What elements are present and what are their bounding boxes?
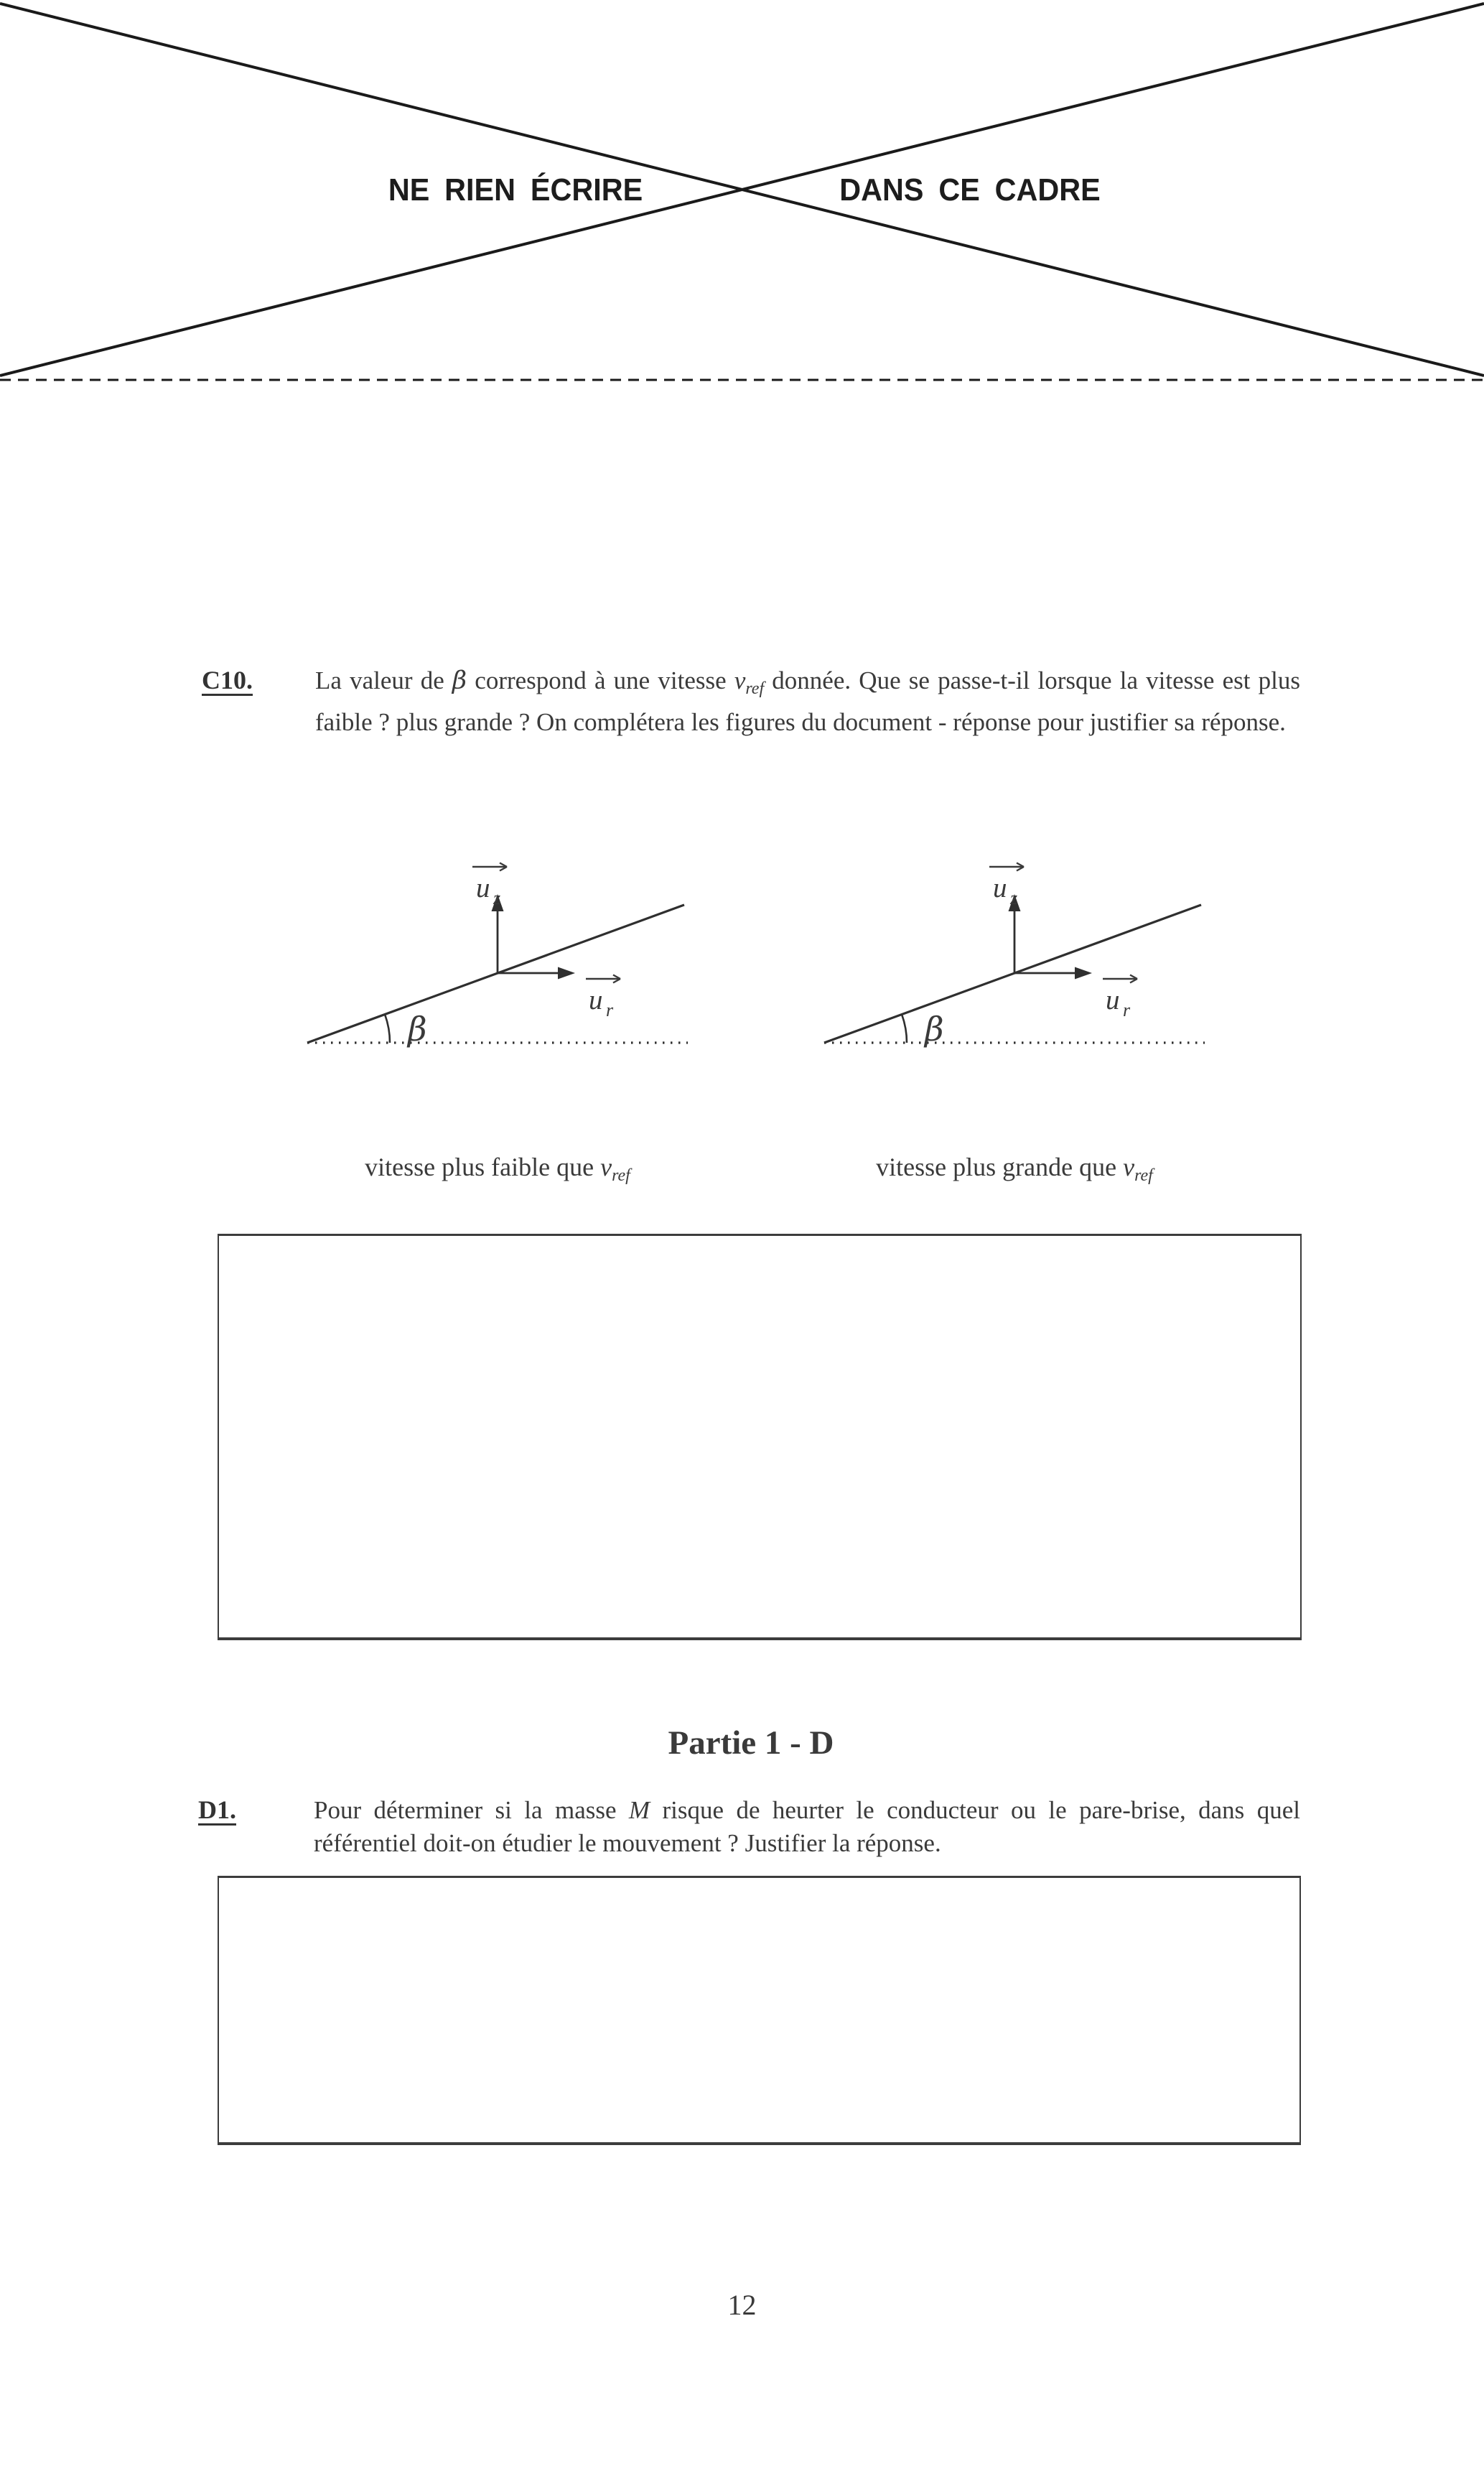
ur-label-r-subscript: r [606,1000,614,1020]
page-number: 12 [727,2289,757,2321]
ur-arrowhead-icon [1075,967,1092,980]
header-left-label: NE RIEN ÉCRIRE [388,172,643,208]
section-heading: Partie 1 - D [668,1724,834,1762]
c10-seg3: donnée. Que se passe-t-il lorsque la vitesse est plus faible ? plus grande ? On complétera les figures du document - réponse pour justifier sa réponse. [315,666,1300,736]
uz-label-z-subscript: z [1010,888,1018,908]
figure-slope-slow-speed [297,831,699,1061]
ur-label-u: u [589,985,603,1015]
ur-arrowhead-icon [558,967,575,980]
d1-seg1: Pour déterminer si la masse [314,1796,629,1824]
caption-left-text: vitesse plus faible que [365,1153,601,1181]
uz-label-z-subscript: z [493,888,501,908]
inclined-trajectory-line [824,905,1201,1043]
c10-vref-var: v [734,666,746,694]
inclined-trajectory-line [307,905,684,1043]
question-c10-label: C10. [202,666,253,694]
d1-seg2: risque de heurter le conducteur ou le pare-brise, dans quel référentiel doit-on étudier le mouvement ? Justifier la réponse. [314,1796,1300,1857]
c10-seg2: correspond à une vitesse [467,666,734,694]
c10-vref-subscript: ref [745,679,765,698]
header-right-label: DANS CE CADRE [839,172,1101,208]
c10-seg1: La valeur de [315,666,452,694]
figure-slope-fast-speed [813,831,1215,1061]
c10-beta-symbol: β [452,666,467,695]
beta-angle-arc [902,1015,907,1043]
ur-label-u: u [1106,985,1120,1015]
answer-box-c10 [218,1234,1302,1640]
question-d1-text [314,1794,1300,1859]
beta-angle-label: β [408,1010,427,1048]
caption-fast-speed [813,1152,1215,1186]
d1-mass-var: M [628,1796,650,1824]
do-not-write-cross [0,0,1484,391]
beta-angle-label: β [925,1010,944,1048]
uz-label-u: u [476,873,490,903]
question-d1-label: D1. [198,1795,236,1824]
caption-right-vref-var: v [1123,1153,1135,1181]
beta-angle-arc [385,1015,390,1043]
caption-left-vref-subscript: ref [612,1166,630,1185]
answer-box-d1 [218,1876,1301,2145]
caption-left-vref-var: v [600,1153,612,1181]
caption-right-vref-subscript: ref [1134,1166,1153,1185]
ur-label-r-subscript: r [1123,1000,1131,1020]
caption-right-text: vitesse plus grande que [876,1153,1124,1181]
caption-slow-speed [297,1152,699,1186]
uz-label-u: u [993,873,1007,903]
question-c10-text [315,664,1300,738]
